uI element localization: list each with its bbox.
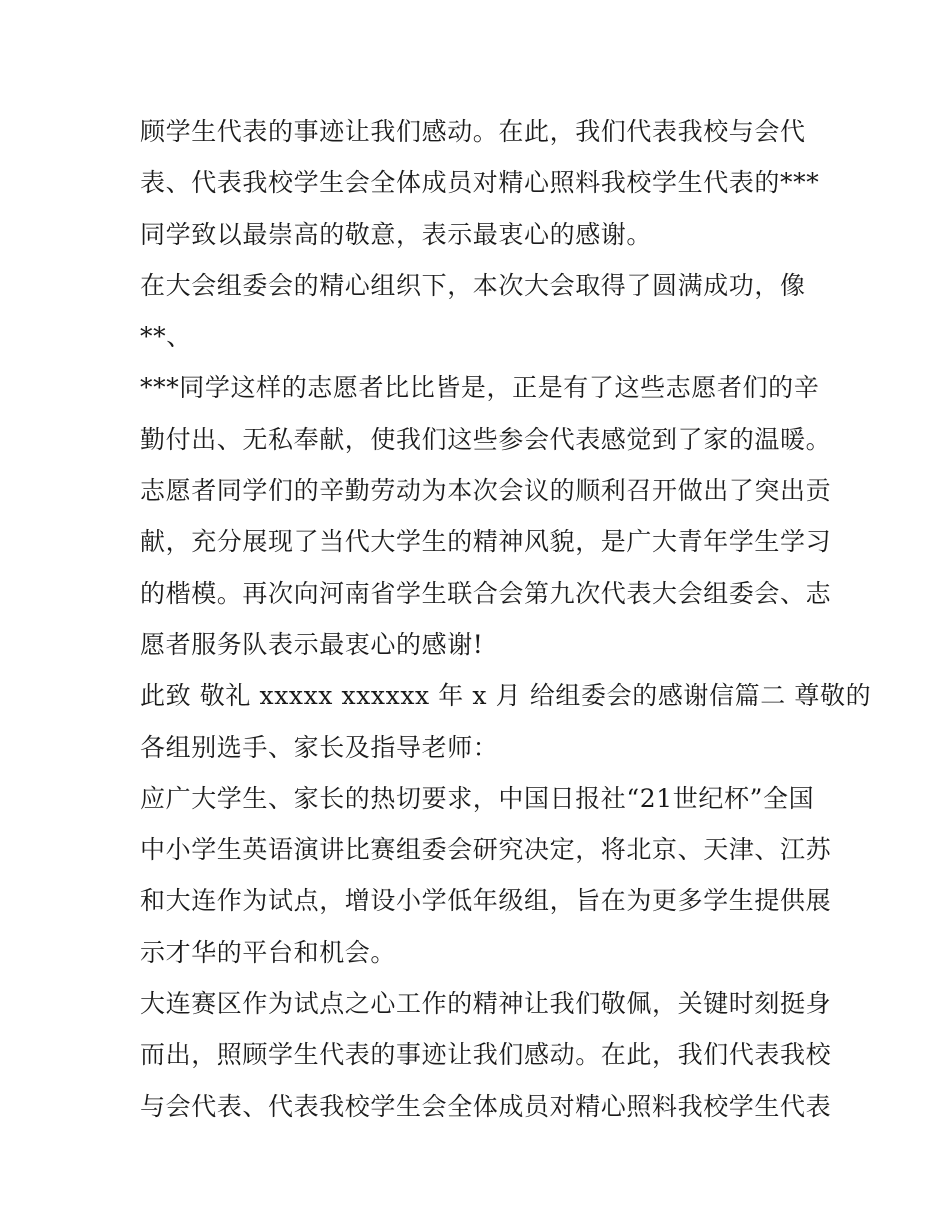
text-line: 勤付出、无私奉献，使我们这些参会代表感觉到了家的温暖。 [140, 424, 832, 454]
document-body [140, 106, 872, 1132]
text-line: 愿者服务队表示最衷心的感谢! [140, 629, 484, 659]
text-line: 献，充分展现了当代大学生的精神风貌，是广大青年学生学习 [140, 527, 832, 557]
text-line: ***同学这样的志愿者比比皆是，正是有了这些志愿者们的辛 [140, 373, 820, 403]
text-line: 中小学生英语演讲比赛组委会研究决定，将北京、天津、江苏 [140, 835, 832, 865]
text-line: 同学致以最崇高的敬意，表示最衷心的感谢。 [140, 219, 653, 249]
text-line: 与会代表、代表我校学生会全体成员对精心照料我校学生代表 [140, 1091, 832, 1121]
text-line: 各组别选手、家长及指导老师： [140, 732, 499, 762]
text-line: 此致 敬礼 xxxxx xxxxxx 年 x 月 给组委会的感谢信篇二 尊敬的 [140, 681, 872, 711]
text-line: **、 [140, 322, 192, 352]
text-line: 示才华的平台和机会。 [140, 937, 397, 967]
text-line: 而出，照顾学生代表的事迹让我们感动。在此，我们代表我校 [140, 1040, 832, 1070]
text-line: 的楷模。再次向河南省学生联合会第九次代表大会组委会、志 [140, 578, 832, 608]
text-line: 大连赛区作为试点之心工作的精神让我们敬佩，关键时刻挺身 [140, 989, 832, 1019]
text-line: 顾学生代表的事迹让我们感动。在此，我们代表我校与会代 [140, 117, 806, 146]
text-line: 表、代表我校学生会全体成员对精心照料我校学生代表的*** [140, 168, 820, 198]
text-line: 和大连作为试点，增设小学低年级组，旨在为更多学生提供展 [140, 886, 832, 916]
text-line: 在大会组委会的精心组织下，本次大会取得了圆满成功，像 [140, 270, 806, 300]
text-line: 应广大学生、家长的热切要求，中国日报社“21世纪杯”全国 [140, 783, 815, 813]
text-line: 志愿者同学们的辛勤劳动为本次会议的顺利召开做出了突出贡 [140, 476, 832, 506]
